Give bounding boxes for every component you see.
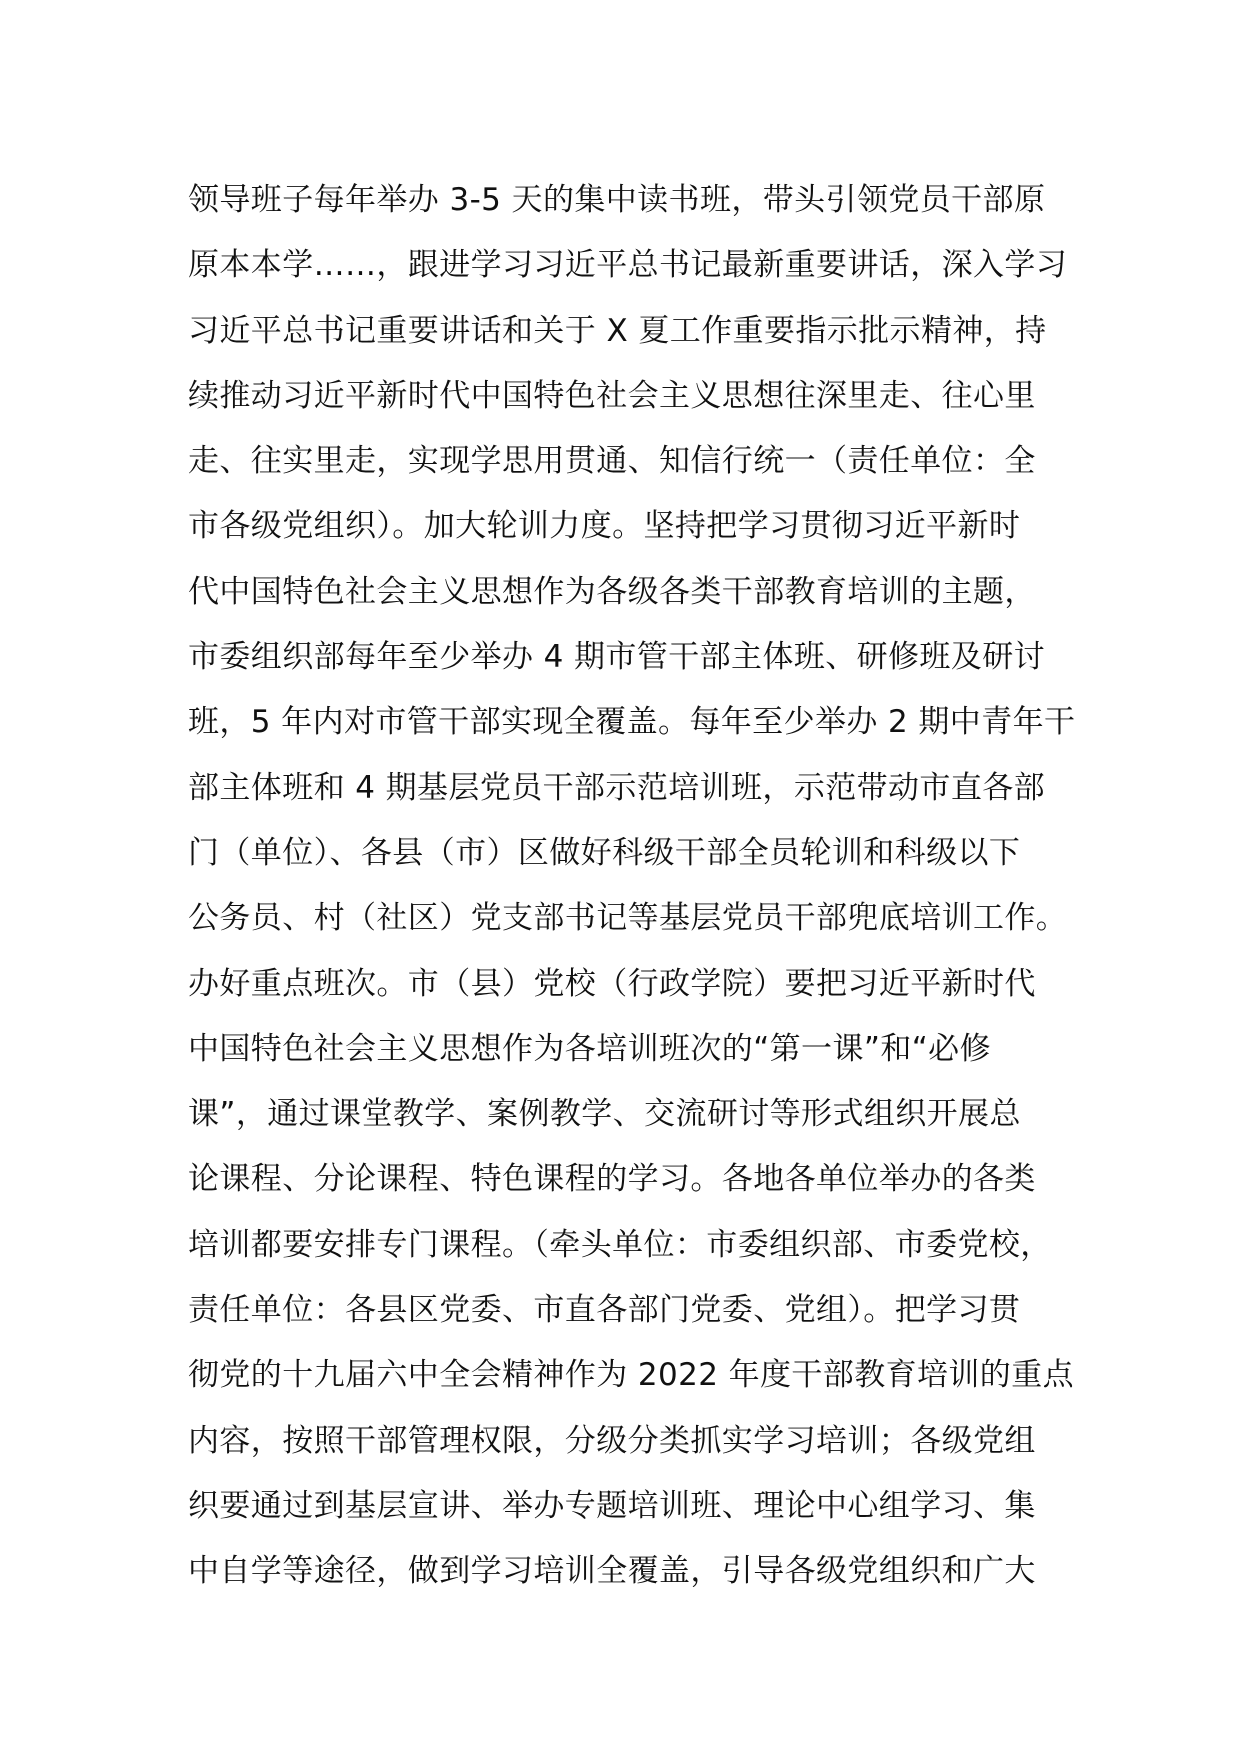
text-line: 中自学等途径，做到学习培训全覆盖，引导各级党组织和广大 <box>188 1553 1036 1590</box>
text-line: 内容，按照干部管理权限，分级分类抓实学习培训；各级党组 <box>188 1422 1036 1459</box>
body-text <box>188 168 1088 1605</box>
text-line: 责任单位：各县区党委、市直各部门党委、党组）。把学习贯 <box>188 1292 1021 1329</box>
text-line: 原本本学……，跟进学习习近平总书记最新重要讲话，深入学习 <box>188 247 1068 284</box>
text-line: 续推动习近平新时代中国特色社会主义思想往深里走、往心里 <box>188 377 1036 414</box>
text-line: 部主体班和 4 期基层党员干部示范培训班，示范带动市直各部 <box>188 769 1046 806</box>
text-line: 走、往实里走，实现学思用贯通、知信行统一（责任单位：全 <box>188 443 1036 480</box>
text-line: 班，5 年内对市管干部实现全覆盖。每年至少举办 2 期中青年干 <box>188 704 1076 741</box>
text-line: 彻党的十九届六中全会精神作为 2022 年度干部教育培训的重点 <box>188 1357 1074 1394</box>
text-line: 织要通过到基层宣讲、举办专题培训班、理论中心组学习、集 <box>188 1487 1036 1524</box>
text-line: 市各级党组织）。加大轮训力度。坚持把学习贯彻习近平新时 <box>188 508 1021 545</box>
text-line: 办好重点班次。市（县）党校（行政学院）要把习近平新时代 <box>188 965 1036 1002</box>
text-line: 培训都要安排专门课程。（牵头单位：市委组织部、市委党校， <box>188 1226 1052 1263</box>
text-line: 公务员、村（社区）党支部书记等基层党员干部兜底培训工作。 <box>188 900 1068 937</box>
text-line: 代中国特色社会主义思想作为各级各类干部教育培训的主题， <box>188 573 1036 610</box>
text-line: 课”，通过课堂教学、案例教学、交流研讨等形式组织开展总 <box>188 1096 1021 1133</box>
text-line: 中国特色社会主义思想作为各培训班次的“第一课”和“必修 <box>188 1030 991 1067</box>
text-line: 门（单位）、各县（市）区做好科级干部全员轮训和科级以下 <box>188 834 1021 871</box>
text-line: 领导班子每年举办 3-5 天的集中读书班，带头引领党员干部原 <box>188 182 1046 218</box>
text-line: 市委组织部每年至少举办 4 期市管干部主体班、研修班及研讨 <box>188 639 1046 676</box>
text-line: 论课程、分论课程、特色课程的学习。各地各单位举办的各类 <box>188 1161 1036 1198</box>
text-line: 习近平总书记重要讲话和关于 X 夏工作重要指示批示精神，持 <box>188 312 1047 349</box>
